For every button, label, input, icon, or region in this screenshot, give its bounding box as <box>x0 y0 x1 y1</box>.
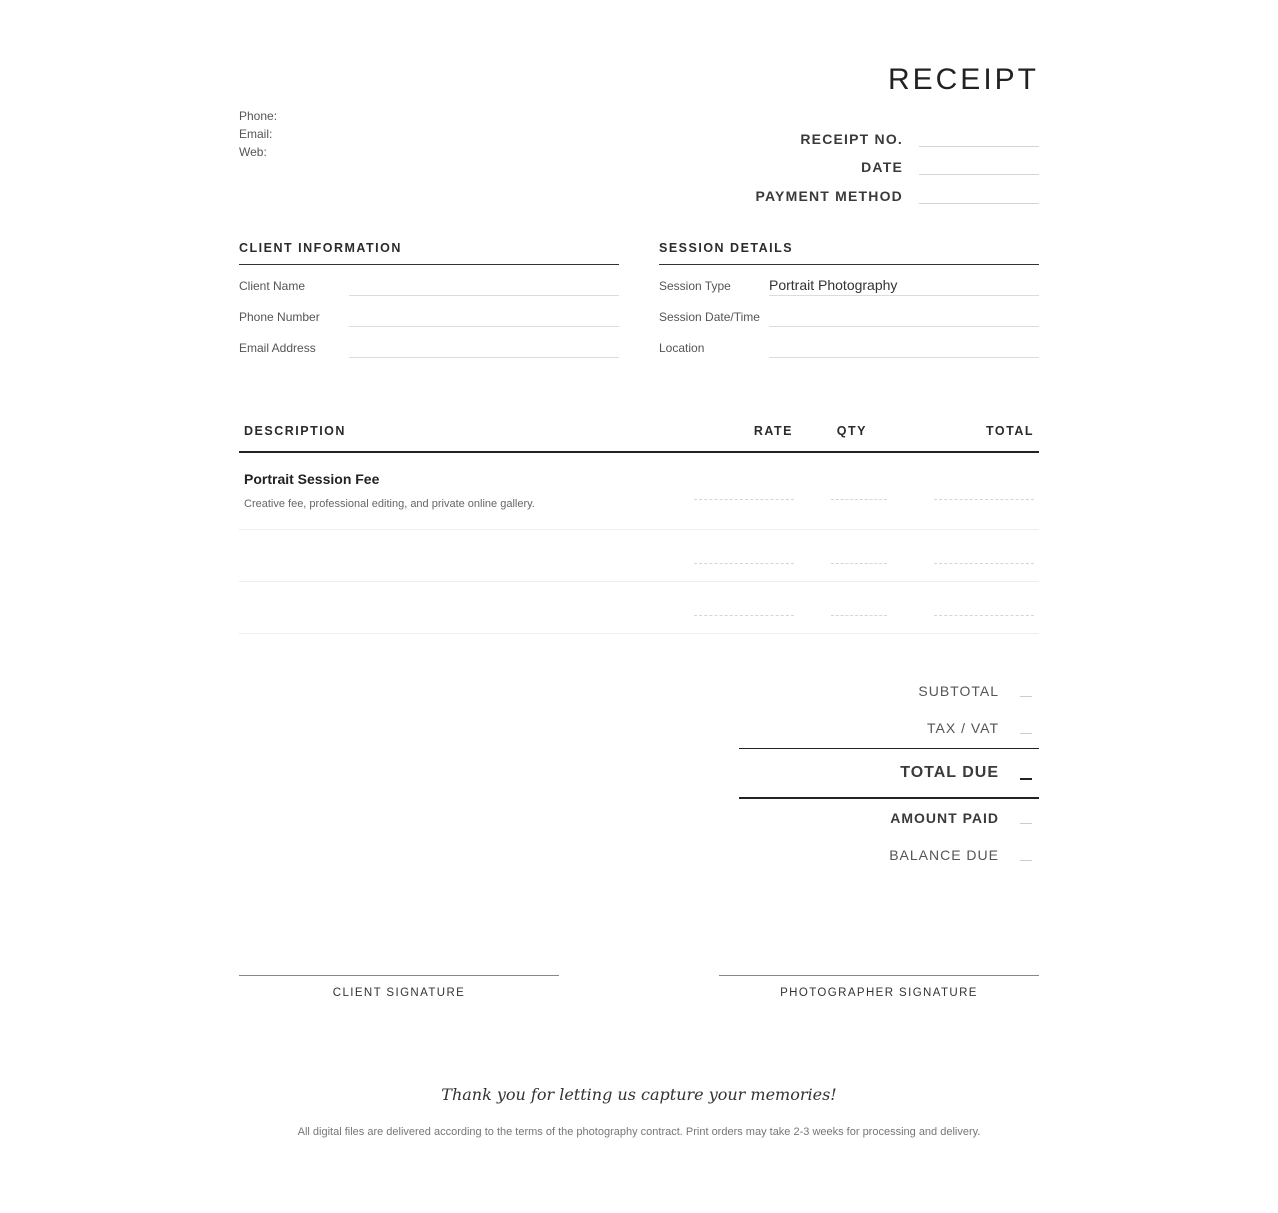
session-datetime-label: Session Date/Time <box>659 310 760 324</box>
balance-due-row <box>739 836 1039 873</box>
thank-you-message: Thank you for letting us capture your memories! <box>441 1085 837 1104</box>
phone-number-field[interactable] <box>349 305 619 327</box>
client-information-section <box>239 241 619 358</box>
column-header-description: DESCRIPTION <box>244 424 346 438</box>
table-row <box>239 582 1039 634</box>
tax-value[interactable] <box>1020 733 1032 734</box>
client-name-row <box>239 265 619 296</box>
totals-section <box>739 672 1039 873</box>
email-address-row <box>239 327 619 358</box>
table-row <box>239 453 1039 530</box>
subtotal-row <box>739 672 1039 709</box>
phone-number-row <box>239 296 619 327</box>
date-row <box>739 147 1039 176</box>
qty-field[interactable] <box>831 563 887 564</box>
date-field[interactable] <box>919 156 1039 175</box>
amount-paid-row <box>739 799 1039 836</box>
tax-row <box>739 709 1039 746</box>
payment-method-row <box>739 175 1039 204</box>
total-field[interactable] <box>934 615 1034 616</box>
qty-field[interactable] <box>831 615 887 616</box>
email-label: Email: <box>239 127 273 141</box>
tax-label: TAX / VAT <box>926 719 999 736</box>
client-name-label: Client Name <box>239 279 306 293</box>
date-label: DATE <box>861 159 903 175</box>
business-contact <box>239 107 277 161</box>
client-signature-line[interactable]: CLIENT SIGNATURE <box>239 975 559 999</box>
session-datetime-field[interactable] <box>769 305 1039 327</box>
location-label: Location <box>659 341 705 355</box>
web-label: Web: <box>239 145 267 159</box>
rate-field[interactable] <box>694 615 794 616</box>
payment-method-field[interactable] <box>919 185 1039 204</box>
qty-field[interactable] <box>831 499 887 500</box>
table-row <box>239 530 1039 582</box>
receipt-meta <box>739 118 1039 204</box>
total-due-label: TOTAL DUE <box>900 764 999 781</box>
total-due-value[interactable] <box>1020 778 1032 780</box>
receipt-document <box>239 0 1039 1213</box>
session-details-section <box>659 241 1039 358</box>
balance-due-value[interactable] <box>1020 860 1032 861</box>
subtotal-value[interactable] <box>1020 696 1032 697</box>
session-type-row <box>659 265 1039 296</box>
payment-method-label: PAYMENT METHOD <box>755 187 903 204</box>
items-table-header <box>239 417 1039 453</box>
rate-field[interactable] <box>694 563 794 564</box>
location-row <box>659 327 1039 358</box>
items-table <box>239 417 1039 634</box>
item-description: Creative fee, professional editing, and private online gallery. <box>244 498 535 510</box>
column-header-rate: RATE <box>753 424 793 438</box>
receipt-no-label: RECEIPT NO. <box>800 130 903 147</box>
total-due-row <box>739 748 1039 799</box>
client-name-field[interactable] <box>349 274 619 296</box>
total-field[interactable] <box>934 563 1034 564</box>
balance-due-label: BALANCE DUE <box>889 846 999 863</box>
amount-paid-label: AMOUNT PAID <box>890 809 999 826</box>
email-address-label: Email Address <box>239 341 316 355</box>
rate-field[interactable] <box>694 499 794 500</box>
session-type-label: Session Type <box>659 279 731 293</box>
column-header-qty: QTY <box>836 424 867 438</box>
email-address-field[interactable] <box>349 336 619 358</box>
amount-paid-value[interactable] <box>1020 823 1032 824</box>
photographer-signature-line[interactable]: PHOTOGRAPHER SIGNATURE <box>719 975 1039 999</box>
phone-number-label: Phone Number <box>239 310 320 324</box>
session-datetime-row <box>659 296 1039 327</box>
terms-note: All digital files are delivered according to the terms of the photography contract. Print orders may take 2-3 weeks for processing and delivery. <box>297 1126 981 1138</box>
receipt-title: RECEIPT <box>887 63 1039 96</box>
session-details-heading: SESSION DETAILS <box>659 241 1039 265</box>
client-information-heading: CLIENT INFORMATION <box>239 241 619 265</box>
column-header-total: TOTAL <box>985 424 1034 438</box>
location-field[interactable] <box>769 336 1039 358</box>
session-type-field[interactable]: Portrait Photography <box>769 274 1039 296</box>
total-field[interactable] <box>934 499 1034 500</box>
receipt-no-field[interactable] <box>919 128 1039 147</box>
phone-label: Phone: <box>239 109 278 123</box>
subtotal-label: SUBTOTAL <box>918 682 999 699</box>
item-name: Portrait Session Fee <box>244 471 380 487</box>
receipt-no-row <box>739 118 1039 147</box>
